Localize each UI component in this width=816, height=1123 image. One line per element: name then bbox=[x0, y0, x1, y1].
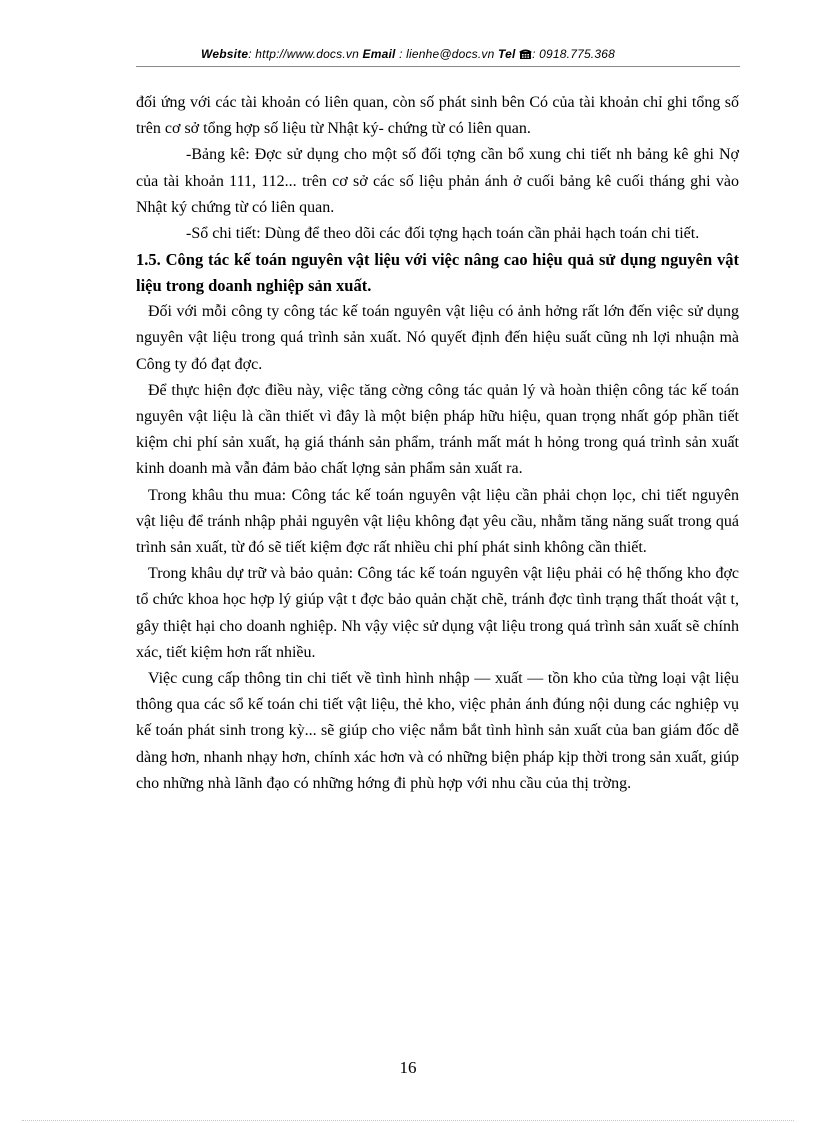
paragraph-1: đối ứng với các tài khoản có liên quan, còn số phát sinh bên Có của tài khoản chỉ ghi tổng số trên cơ sở tổng hợp số liệu từ Nhật ký- chứng từ có liên quan. bbox=[136, 94, 739, 138]
email-label: Email bbox=[362, 47, 396, 61]
website-value: : http://www.docs.vn bbox=[248, 47, 359, 61]
email-value: : lienhe@docs.vn bbox=[399, 47, 495, 61]
paragraph-7: Trong khâu dự trữ và bảo quản: Công tác kế toán nguyên vật liệu phải có hệ thống kho đợc tổ chức khoa học hợp lý giúp vật t đợc bảo quản chặt chẽ, tránh đợc tình trạng thất thoát vật t, gây thiệt hại cho doanh nghiệp. Nh vậy việc sử dụng vật liệu trong quá trình sản xuất sẽ chính xác, tiết kiệm hơn rất nhiều. bbox=[136, 565, 739, 661]
header-divider bbox=[136, 66, 740, 67]
page-number: 16 bbox=[399, 1058, 417, 1077]
paragraph-5: Để thực hiện đợc điều này, việc tăng cờng công tác quản lý và hoàn thiện công tác kế toán nguyên vật liệu là cần thiết vì đây là một biện pháp hữu hiệu, quan trọng nhất góp phần tiết kiệm chi phí sản xuất, hạ giá thánh sản phẩm, tránh mất mát h hỏng trong quá trình sản xuất kinh doanh mà vẫn đảm bảo chất lợng sản phẩm sản xuất ra. bbox=[136, 381, 739, 478]
page-header bbox=[0, 47, 816, 61]
tel-value: : 0918.775.368 bbox=[532, 47, 615, 61]
paragraph-8: Việc cung cấp thông tin chi tiết về tình hình nhập — xuất — tồn kho của từng loại vật liệu thông qua các sổ kế toán chi tiết vật liệu, thẻ kho, việc phản ánh đúng nội dung các nghiệp vụ kế toán phát sinh trong kỳ... sẽ giúp cho việc nắm bắt tình hình sản xuất của ban giám đốc dễ dàng hơn, nhanh nhạy hơn, chính xác hơn và có những biện pháp kịp thời trong sản xuất, giúp cho những nhà lãnh đạo có những hớng đi phù hợp với nhu cầu của thị trờng. bbox=[136, 670, 739, 792]
paragraph-so-chi-tiet: -Sổ chi tiết: Dùng để theo dõi các đối tợng hạch toán cần phải hạch toán chi tiết. bbox=[186, 225, 700, 243]
section-heading: 1.5. Công tác kế toán nguyên vật liệu với việc nâng cao hiệu quả sử dụng nguyên vật liệu trong doanh nghiệp sản xuất. bbox=[136, 250, 739, 296]
tel-label: Tel bbox=[498, 47, 516, 61]
paragraph-6: Trong khâu thu mua: Công tác kế toán nguyên vật liệu cần phải chọn lọc, chi tiết nguyên vật liệu để tránh nhập phải nguyên vật liệu không đạt yêu cầu, nhằm tăng năng suất trong quá trình sản xuất, từ đó sẽ tiết kiệm đợc rất nhiều chi phí phát sinh không cần thiết. bbox=[136, 486, 739, 557]
document-body bbox=[136, 90, 739, 797]
phone-icon bbox=[519, 47, 532, 61]
footer-divider bbox=[22, 1120, 794, 1121]
paragraph-4: Đối với mỗi công ty công tác kế toán nguyên vật liệu có ảnh hởng rất lớn đến việc sử dụng nguyên vật liệu trong quá trình sản xuất. Nó quyết định đến hiệu suất cũng nh lợi nhuận mà Công ty đó đạt đợc. bbox=[136, 303, 739, 373]
paragraph-bang-ke: -Bảng kê: Đợc sử dụng cho một số đối tợng cần bổ xung chi tiết nh bảng kê ghi Nợ của tài khoản 111, 112... trên cơ sở các số liệu phản ánh ở cuối bảng kê cuối tháng ghi vào Nhật ký chứng từ có liên quan. bbox=[136, 146, 739, 216]
website-label: Website bbox=[201, 47, 249, 61]
